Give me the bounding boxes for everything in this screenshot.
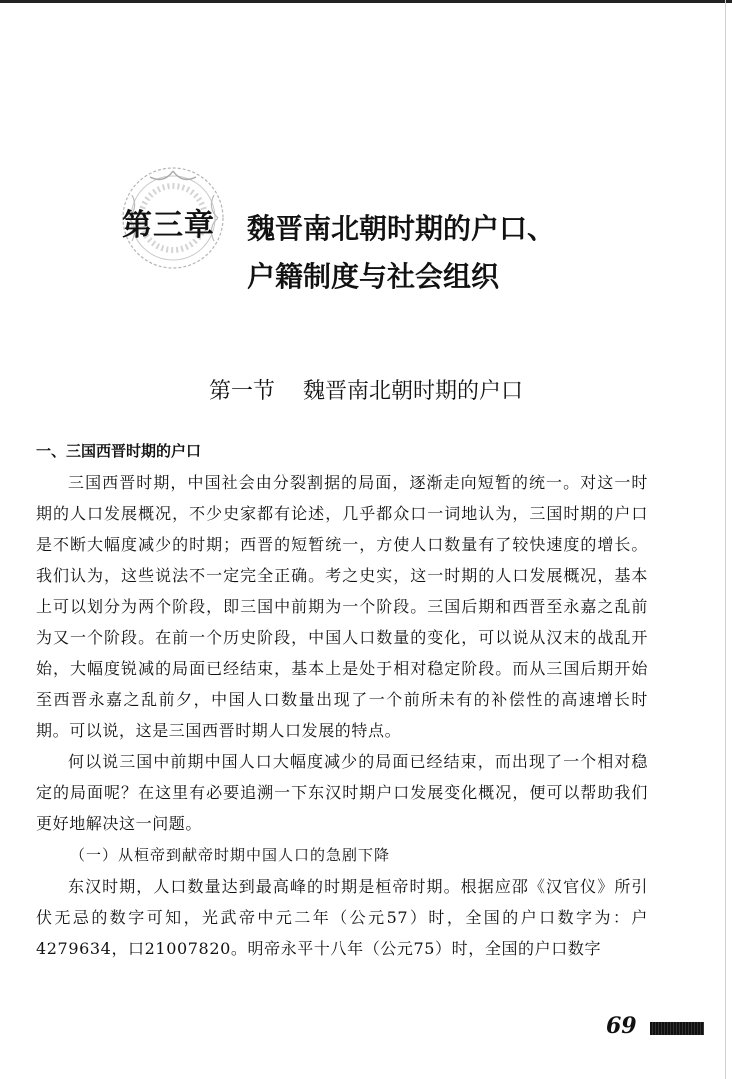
page-number: 69 bbox=[606, 1013, 637, 1039]
page-number-bar bbox=[650, 1022, 704, 1035]
paragraph-3: 东汉时期，人口数量达到最高峰的时期是桓帝时期。根据应邵《汉官仪》所引伏无忌的数字可知，光武帝中元二年（公元57）时，全国的户口数字为：户4279634，口21007820。明帝永平十八年（公元75）时，全国的户口数字 bbox=[36, 877, 648, 958]
section-number: 第一节 bbox=[208, 379, 275, 404]
subheading-three-kingdoms: 一、三国西晋时期的户口 bbox=[36, 442, 202, 460]
chapter-title bbox=[247, 205, 555, 301]
body-text bbox=[36, 435, 648, 964]
chapter-title-line-2: 户籍制度与社会组织 bbox=[247, 260, 500, 293]
chapter-title-line-1: 魏晋南北朝时期的户口、 bbox=[247, 212, 556, 245]
section-name: 魏晋南北朝时期的户口 bbox=[303, 379, 524, 404]
subheading-population-decline: （一）从桓帝到献帝时期中国人口的急剧下降 bbox=[70, 846, 391, 864]
chapter-number: 第三章 bbox=[122, 208, 215, 243]
paragraph-2: 何以说三国中前期中国人口大幅度减少的局面已经结束，而出现了一个相对稳定的局面呢？在这里有必要追溯一下东汉时期户口发展变化概况，便可以帮助我们更好地解决这一问题。 bbox=[36, 752, 648, 833]
section-title bbox=[0, 374, 732, 405]
top-border-line bbox=[0, 0, 732, 3]
paragraph-1: 三国西晋时期，中国社会由分裂割据的局面，逐渐走向短暂的统一。对这一时期的人口发展概况，不少史家都有论述，几乎都众口一词地认为，三国时期的户口是不断大幅度减少的时期；西晋的短暂统一，方使人口数量有了较快速度的增长。我们认为，这些说法不一定完全正确。考之史实，这一时期的人口发展概况，基本上可以划分为两个阶段，即三国中前期为一个阶段。三国后期和西晋至永嘉之乱前为又一个阶段。在前一个历史阶段，中国人口数量的变化，可以说从汉末的战乱开始，大幅度锐减的局面已经结束，基本上是处于相对稳定阶段。而从三国后期开始至西晋永嘉之乱前夕，中国人口数量出现了一个前所未有的补偿性的高速增长时期。可以说，这是三国西晋时期人口发展的特点。 bbox=[36, 473, 648, 740]
scan-edge-line bbox=[725, 0, 726, 1079]
